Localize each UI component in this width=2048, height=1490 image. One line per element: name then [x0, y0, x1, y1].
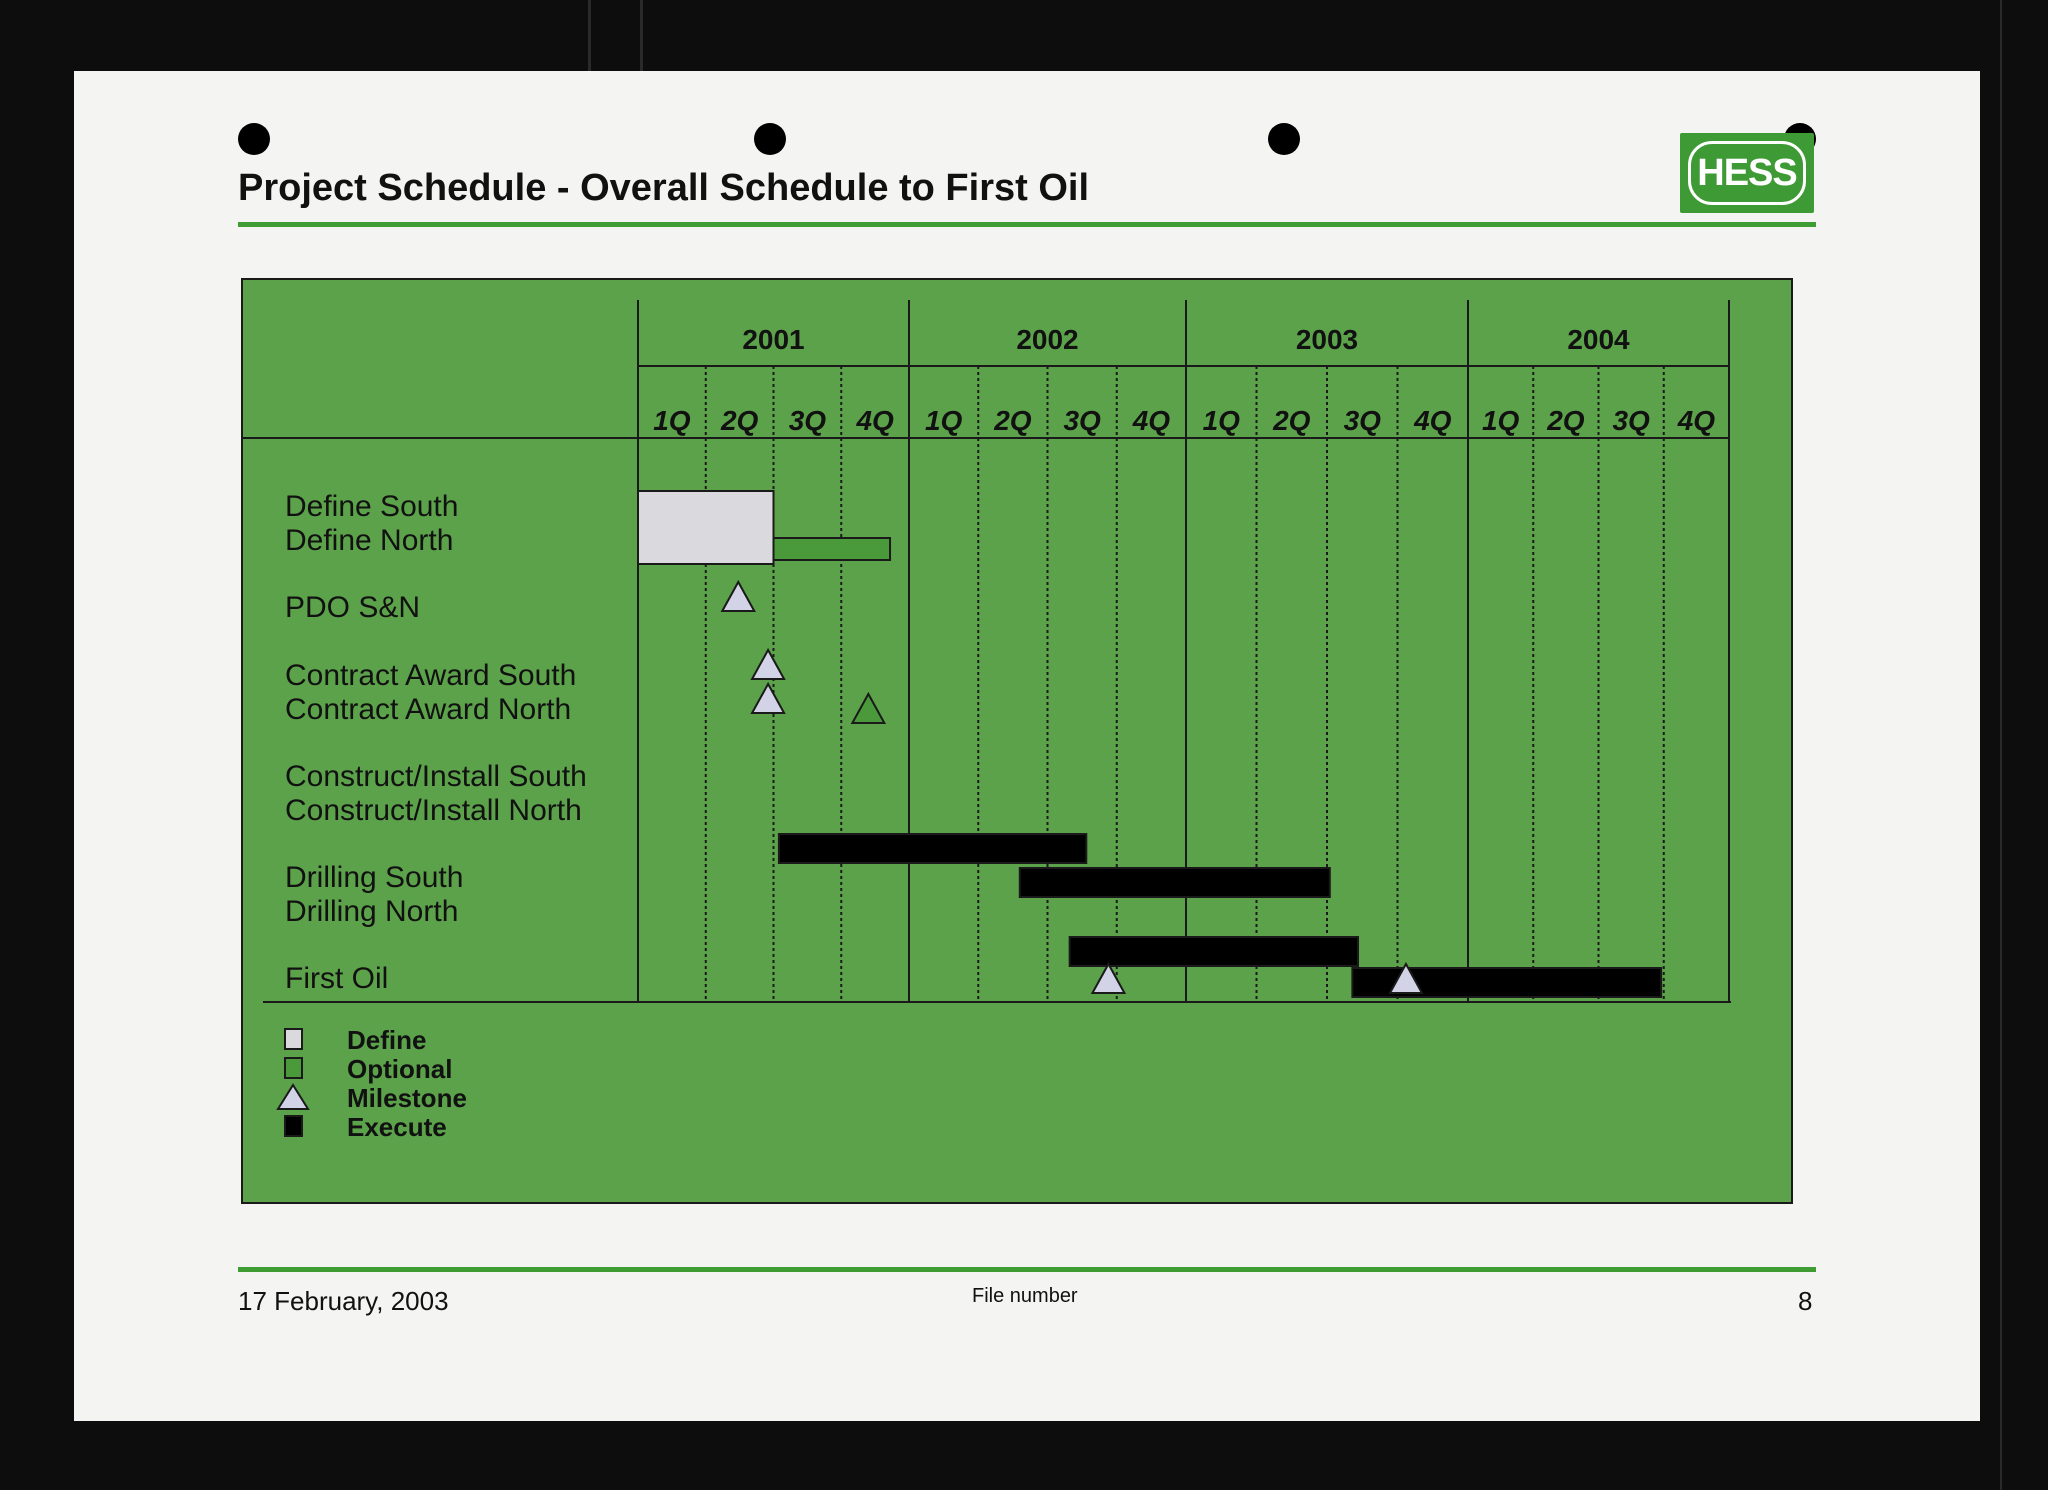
schedule-chart — [241, 278, 1793, 1204]
year-label: 2004 — [1567, 324, 1630, 355]
execute-bar — [1070, 937, 1358, 966]
quarter-label: 1Q — [1202, 405, 1240, 436]
quarter-label: 3Q — [788, 405, 827, 436]
legend-execute-symbol — [285, 1116, 302, 1136]
quarter-label: 2Q — [720, 405, 759, 436]
quarter-label: 1Q — [653, 405, 691, 436]
year-label: 2003 — [1295, 324, 1359, 355]
optional-milestone — [852, 694, 884, 723]
legend-optional-symbol — [285, 1058, 302, 1078]
row-label: Construct/Install North — [285, 794, 582, 827]
gantt-svg — [243, 280, 1791, 1202]
legend-milestone-symbol — [278, 1085, 308, 1109]
legend-label: Optional — [347, 1054, 453, 1084]
scan-streak — [2000, 0, 2002, 1490]
execute-bar — [1020, 868, 1330, 897]
year-label: 2002 — [1016, 324, 1079, 355]
row-label: Drilling South — [285, 861, 464, 894]
bar-layer — [638, 491, 1661, 997]
document-page — [74, 71, 1980, 1421]
footer-rule — [238, 1267, 1816, 1272]
legend-label: Execute — [347, 1112, 447, 1142]
hess-logo — [1680, 133, 1814, 213]
quarter-label: 3Q — [1612, 405, 1650, 436]
logo-text: HESS — [1697, 151, 1797, 194]
binder-hole — [238, 123, 270, 155]
row-label: First Oil — [285, 962, 389, 995]
page-title: Project Schedule - Overall Schedule to First Oil — [238, 167, 1090, 209]
quarter-label: 1Q — [924, 405, 963, 436]
quarter-label: 2Q — [1273, 405, 1311, 436]
quarter-label: 4Q — [1677, 405, 1716, 436]
row-label: Contract Award South — [285, 659, 577, 692]
legend-layer — [278, 1025, 467, 1142]
binder-hole — [754, 123, 786, 155]
quarter-label: 4Q — [856, 405, 894, 436]
milestone-marker — [722, 582, 754, 611]
binder-hole — [1268, 123, 1300, 155]
optional-bar — [774, 538, 891, 560]
milestone-layer — [722, 582, 1422, 993]
milestone-marker — [752, 650, 784, 679]
row-label: Define North — [285, 524, 454, 557]
row-label: Construct/Install South — [285, 760, 587, 793]
row-layer — [285, 490, 587, 995]
footer-date: 17 February, 2003 — [238, 1286, 449, 1316]
legend-label: Milestone — [347, 1083, 467, 1113]
milestone-marker — [752, 684, 784, 713]
row-label: Contract Award North — [285, 693, 572, 726]
row-label: Drilling North — [285, 895, 459, 928]
quarter-label: 2Q — [994, 405, 1032, 436]
execute-bar — [779, 834, 1086, 863]
quarter-label: 3Q — [1063, 405, 1101, 436]
scan-streak — [640, 0, 643, 71]
legend-define-symbol — [285, 1029, 302, 1049]
quarter-label: 3Q — [1343, 405, 1381, 436]
row-label: PDO S&N — [285, 591, 421, 624]
scan-streak — [588, 0, 591, 71]
quarter-label: 4Q — [1132, 405, 1171, 436]
milestone-marker — [1092, 964, 1124, 993]
quarter-label: 2Q — [1547, 405, 1585, 436]
define-bar — [638, 491, 774, 564]
quarter-label: 4Q — [1414, 405, 1452, 436]
header-rule — [238, 222, 1816, 227]
page-number: 8 — [1798, 1286, 1813, 1316]
logo-frame — [1688, 141, 1806, 205]
legend-label: Define — [347, 1025, 427, 1055]
footer-file-number: File number — [972, 1285, 1078, 1307]
header-layer — [653, 324, 1715, 436]
year-label: 2001 — [742, 324, 805, 355]
row-label: Define South — [285, 490, 459, 523]
quarter-label: 1Q — [1481, 405, 1520, 436]
